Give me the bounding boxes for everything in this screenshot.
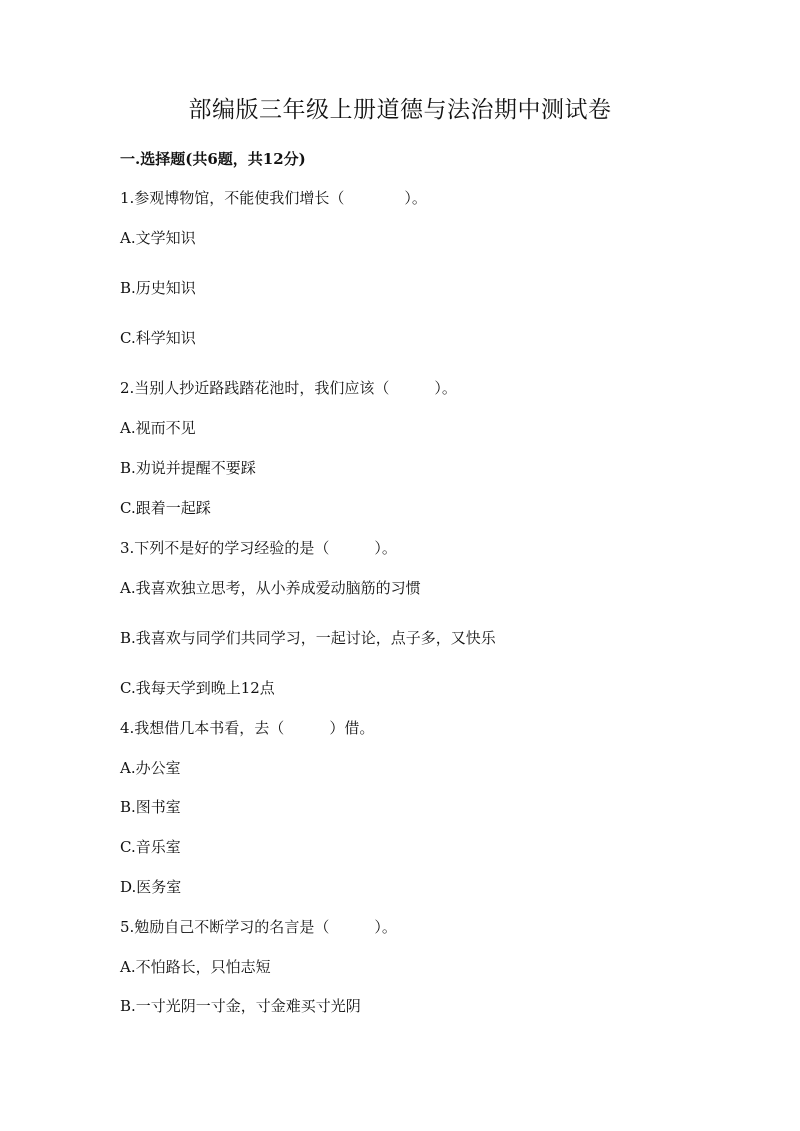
question-1-option-c: C.科学知识 xyxy=(120,329,196,347)
question-4-option-d: D.医务室 xyxy=(120,878,182,896)
question-5-option-b: B.一寸光阴一寸金，寸金难买寸光阴 xyxy=(120,997,361,1015)
question-stem-2: 2.当别人抄近路践踏花池时，我们应该（ ）。 xyxy=(120,379,457,397)
question-stem-1: 1.参观博物馆，不能使我们增长（ ）。 xyxy=(120,189,427,207)
question-1-option-a: A.文学知识 xyxy=(120,229,196,247)
question-2-option-c: C.跟着一起踩 xyxy=(120,499,211,517)
question-4-option-a: A.办公室 xyxy=(120,759,181,777)
question-4-option-c: C.音乐室 xyxy=(120,838,181,856)
question-4-option-b: B.图书室 xyxy=(120,798,181,816)
question-stem-5: 5.勉励自己不断学习的名言是（ ）。 xyxy=(120,918,397,936)
question-5-option-a: A.不怕路长，只怕志短 xyxy=(120,958,271,976)
question-3-option-a: A.我喜欢独立思考，从小养成爱动脑筋的习惯 xyxy=(120,579,421,597)
question-2-option-a: A.视而不见 xyxy=(120,419,196,437)
question-2-option-b: B.劝说并提醒不要踩 xyxy=(120,459,256,477)
question-3-option-c: C.我每天学到晚上12点 xyxy=(120,679,275,697)
question-stem-3: 3.下列不是好的学习经验的是（ ）。 xyxy=(120,539,397,557)
question-3-option-b: B.我喜欢与同学们共同学习，一起讨论，点子多，又快乐 xyxy=(120,629,496,647)
section-title: 一.选择题(共6题，共12分) xyxy=(120,150,306,168)
question-1-option-b: B.历史知识 xyxy=(120,279,196,297)
question-stem-4: 4.我想借几本书看，去（ ）借。 xyxy=(120,719,375,737)
page-title: 部编版三年级上册道德与法治期中测试卷 xyxy=(188,97,612,123)
